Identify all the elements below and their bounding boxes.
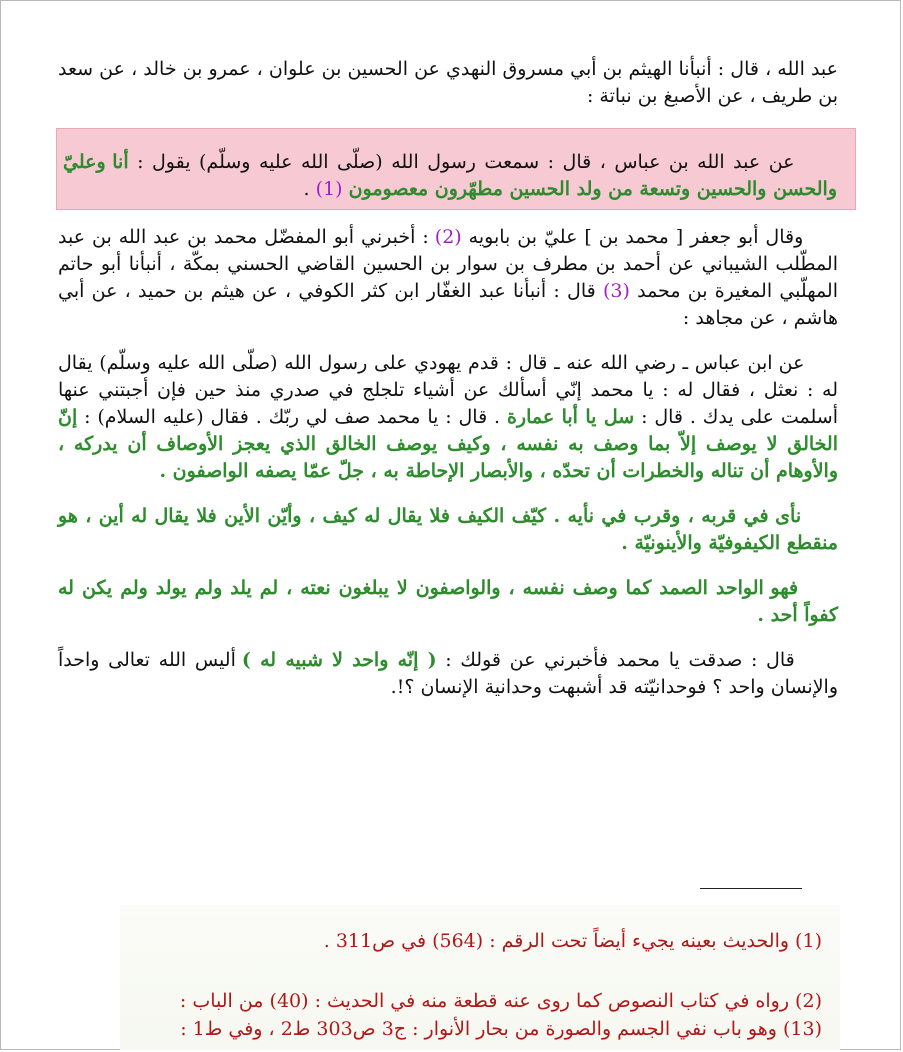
footnote-separator (700, 888, 802, 889)
footnote-2: (2) رواه في كتاب النصوص كما روى عنه قطعة منه في الحديث : (40) من الباب : (179, 990, 822, 1012)
paragraph-question: قال : صدقت يا محمد فأخبرني عن قولك : ( إنّه واحد لا شبيه له ) أليس الله تعالى واحداً والإنسان واحد ؟ فوحدانيّته قد أشبهت وحدانية الإنسان ؟!. (58, 649, 838, 698)
paragraph-chain-intro: عبد الله ، قال : أنبأنا الهيثم بن أبي مسروق النهدي عن الحسين بن علوان ، عمرو بن خالد ، عن سعد بن طريف ، عن الأصبغ بن نباتة : (58, 58, 838, 107)
paragraph-green-2: فهو الواحد الصمد كما وصف نفسه ، والواصفون لا يبلغون نعته ، لم يلد ولم يولد ولم يكن له كفواً أحد . (58, 577, 838, 626)
paragraph-chain-2: وقال أبو جعفر [ محمد بن ] عليّ بن بابويه (2) : أخبرني أبو المفضّل محمد بن عبد الله بن عبد المطّلب الشيباني عن أحمد بن مطرف بن سوار بن الحسين القاضي الحسني بمكّة ، أنبأنا أبو حاتم المهلّبي المغيرة بن محمد (3) قال : أنبأنا عبد الغفّار ابن كثر الكوفي ، عن هيثم بن حميد ، عن أبي هاشم ، عن مجاهد : (58, 226, 838, 329)
footnote-1: (1) والحديث بعينه يجيء أيضاً تحت الرقم : (564) في ص311 . (323, 930, 822, 952)
footnote-3: (13) وهو باب نفي الجسم والصورة من بحار الأنوار : ج3 ص303 ط2 ، وفي ط1 : (180, 1018, 822, 1040)
paragraph-green-1: نأى في قربه ، وقرب في نأيه . كيّف الكيف فلا يقال له كيف ، وأيّن الأين فلا يقال له أين ، هو منقطع الكيفوفيّة والأينونيّة . (58, 505, 838, 554)
highlighted-hadith-box (56, 128, 856, 210)
footnote-ref-3[interactable]: (3) (602, 280, 630, 302)
document-body (58, 56, 838, 701)
footnote-ref-2[interactable]: (2) (434, 226, 462, 248)
paragraph-hadith-1: عن عبد الله بن عباس ، قال : سمعت رسول الله (صلّى الله عليه وسلّم) يقول : أنا وعليّ والحسن والحسين وتسعة من ولد الحسين مطهّرون معصومون (1) . (63, 151, 837, 200)
paragraph-hadith-2: عن ابن عباس ـ رضي الله عنه ـ قال : قدم يهودي على رسول الله (صلّى الله عليه وسلّم) يقال له : نعثل ، فقال له : يا محمد إنّي أسألك عن أشياء تلجلج في صدري منذ حين فإن أجبتني عنها أسلمت على يدك . قال : سل يا أبا عمارة . قال : يا محمد صف لي ربّك . فقال (عليه السلام) : إنّ الخالق لا يوصف إلاّ بما وصف به نفسه ، وكيف يوصف الخالق الذي يعجز الأوصاف أن يدركه ، والأوهام أن تناله والخطرات أن تحدّه ، والأبصار الإحاطة به ، جلّ عمّا يصفه الواصفون . (58, 352, 838, 482)
footnote-ref-1[interactable]: (1) (315, 178, 343, 200)
